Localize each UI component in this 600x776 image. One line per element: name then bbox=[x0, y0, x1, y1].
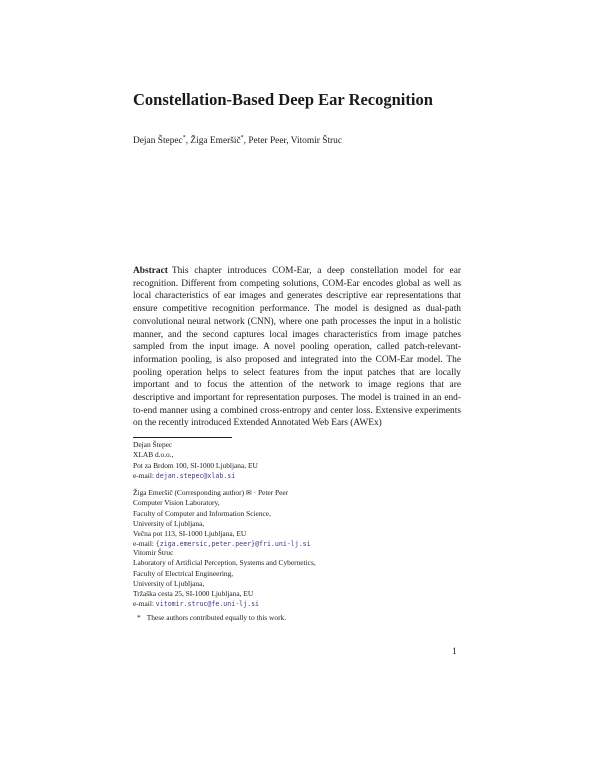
paper-title: Constellation-Based Deep Ear Recognition bbox=[133, 90, 433, 109]
affiliation-line: Tržaška cesta 25, SI-1000 Ljubljana, EU bbox=[133, 589, 254, 599]
footnote bbox=[133, 613, 286, 622]
affiliation-line: Večna pot 113, SI-1000 Ljubljana, EU bbox=[133, 529, 247, 539]
affiliation-line: Faculty of Electrical Engineering, bbox=[133, 568, 234, 578]
affiliation-line: University of Ljubljana, bbox=[133, 578, 205, 588]
author-name: Peter Peer bbox=[248, 136, 287, 147]
author-name: Vitomir Štruc bbox=[290, 136, 343, 147]
footnote-text: These authors contributed equally to this work. bbox=[146, 613, 287, 622]
email-label: e-mail: bbox=[133, 539, 154, 549]
affiliation-line: Vitomir Štruc bbox=[133, 548, 174, 557]
affiliation-line: XLAB d.o.o., bbox=[133, 450, 174, 460]
abstract-label: Abstract bbox=[133, 266, 168, 276]
author-name: Dejan Štepec bbox=[133, 136, 183, 147]
footnote-mark: * bbox=[137, 613, 141, 622]
envelope-icon: ✉ bbox=[245, 489, 252, 497]
affiliation-line: Faculty of Computer and Information Science, bbox=[133, 508, 271, 518]
affiliation-block bbox=[133, 488, 473, 550]
footnote-rule bbox=[133, 437, 232, 438]
equal-contribution-mark: * bbox=[240, 135, 244, 141]
author-list: Dejan Štepec*, Žiga Emeršič*, Peter Peer, Vitomir Štruc bbox=[133, 135, 343, 147]
email-label: e-mail: bbox=[133, 599, 154, 609]
affiliation-block bbox=[133, 548, 473, 610]
email-label: e-mail: bbox=[133, 470, 154, 480]
affiliation-line: Laboratory of Artificial Perception, Systems and Cybernetics, bbox=[133, 558, 316, 568]
affiliation-line: Pot za Brdom 100, SI-1000 Ljubljana, EU bbox=[133, 460, 258, 470]
affiliation-line: University of Ljubljana, bbox=[133, 518, 205, 528]
email-link[interactable]: dejan.stepec@xlab.si bbox=[155, 471, 236, 480]
affiliation-block bbox=[133, 440, 473, 481]
affiliation-line: Computer Vision Laboratory, bbox=[133, 498, 220, 508]
equal-contribution-mark: * bbox=[182, 135, 186, 141]
email-link[interactable]: {ziga.emersic,peter.peer}@fri.uni-lj.si bbox=[155, 540, 311, 549]
author-name: Žiga Emeršič bbox=[190, 136, 241, 147]
email-link[interactable]: vitomir.struc@fe.uni-lj.si bbox=[155, 600, 260, 609]
affiliation-line: · Peter Peer bbox=[253, 488, 289, 497]
affiliation-line: Žiga Emeršič (Corresponding author) bbox=[133, 488, 245, 497]
abstract bbox=[133, 265, 461, 430]
page-number: 1 bbox=[452, 647, 457, 657]
affiliation-line: Dejan Štepec bbox=[133, 440, 173, 449]
abstract-text: This chapter introduces COM-Ear, a deep constellation model for ear recognition. Different from competing solutions, COM-Ear encodes global as well as local characteristics of ear images and generates descriptive ear representations that ensure competitive recognition performance. The model is designed as dual-path convolutional neural network (CNN), where one path processes the input in a holistic manner, and the second captures local images characteristics from image patches sampled from the input image. A novel pooling operation, called patch-relevant-information pooling, is also proposed and integrated into the COM-Ear model. The pooling operation helps to select features from the input patches that are locally important and to focus the attention of the network to image regions that are descriptive and important for representation purposes. The model is trained in an end-to-end manner using a combined cross-entropy and center loss. Extensive experiments on the recently introduced Extended Annotated Web Ears (AWEx) bbox=[133, 266, 461, 429]
